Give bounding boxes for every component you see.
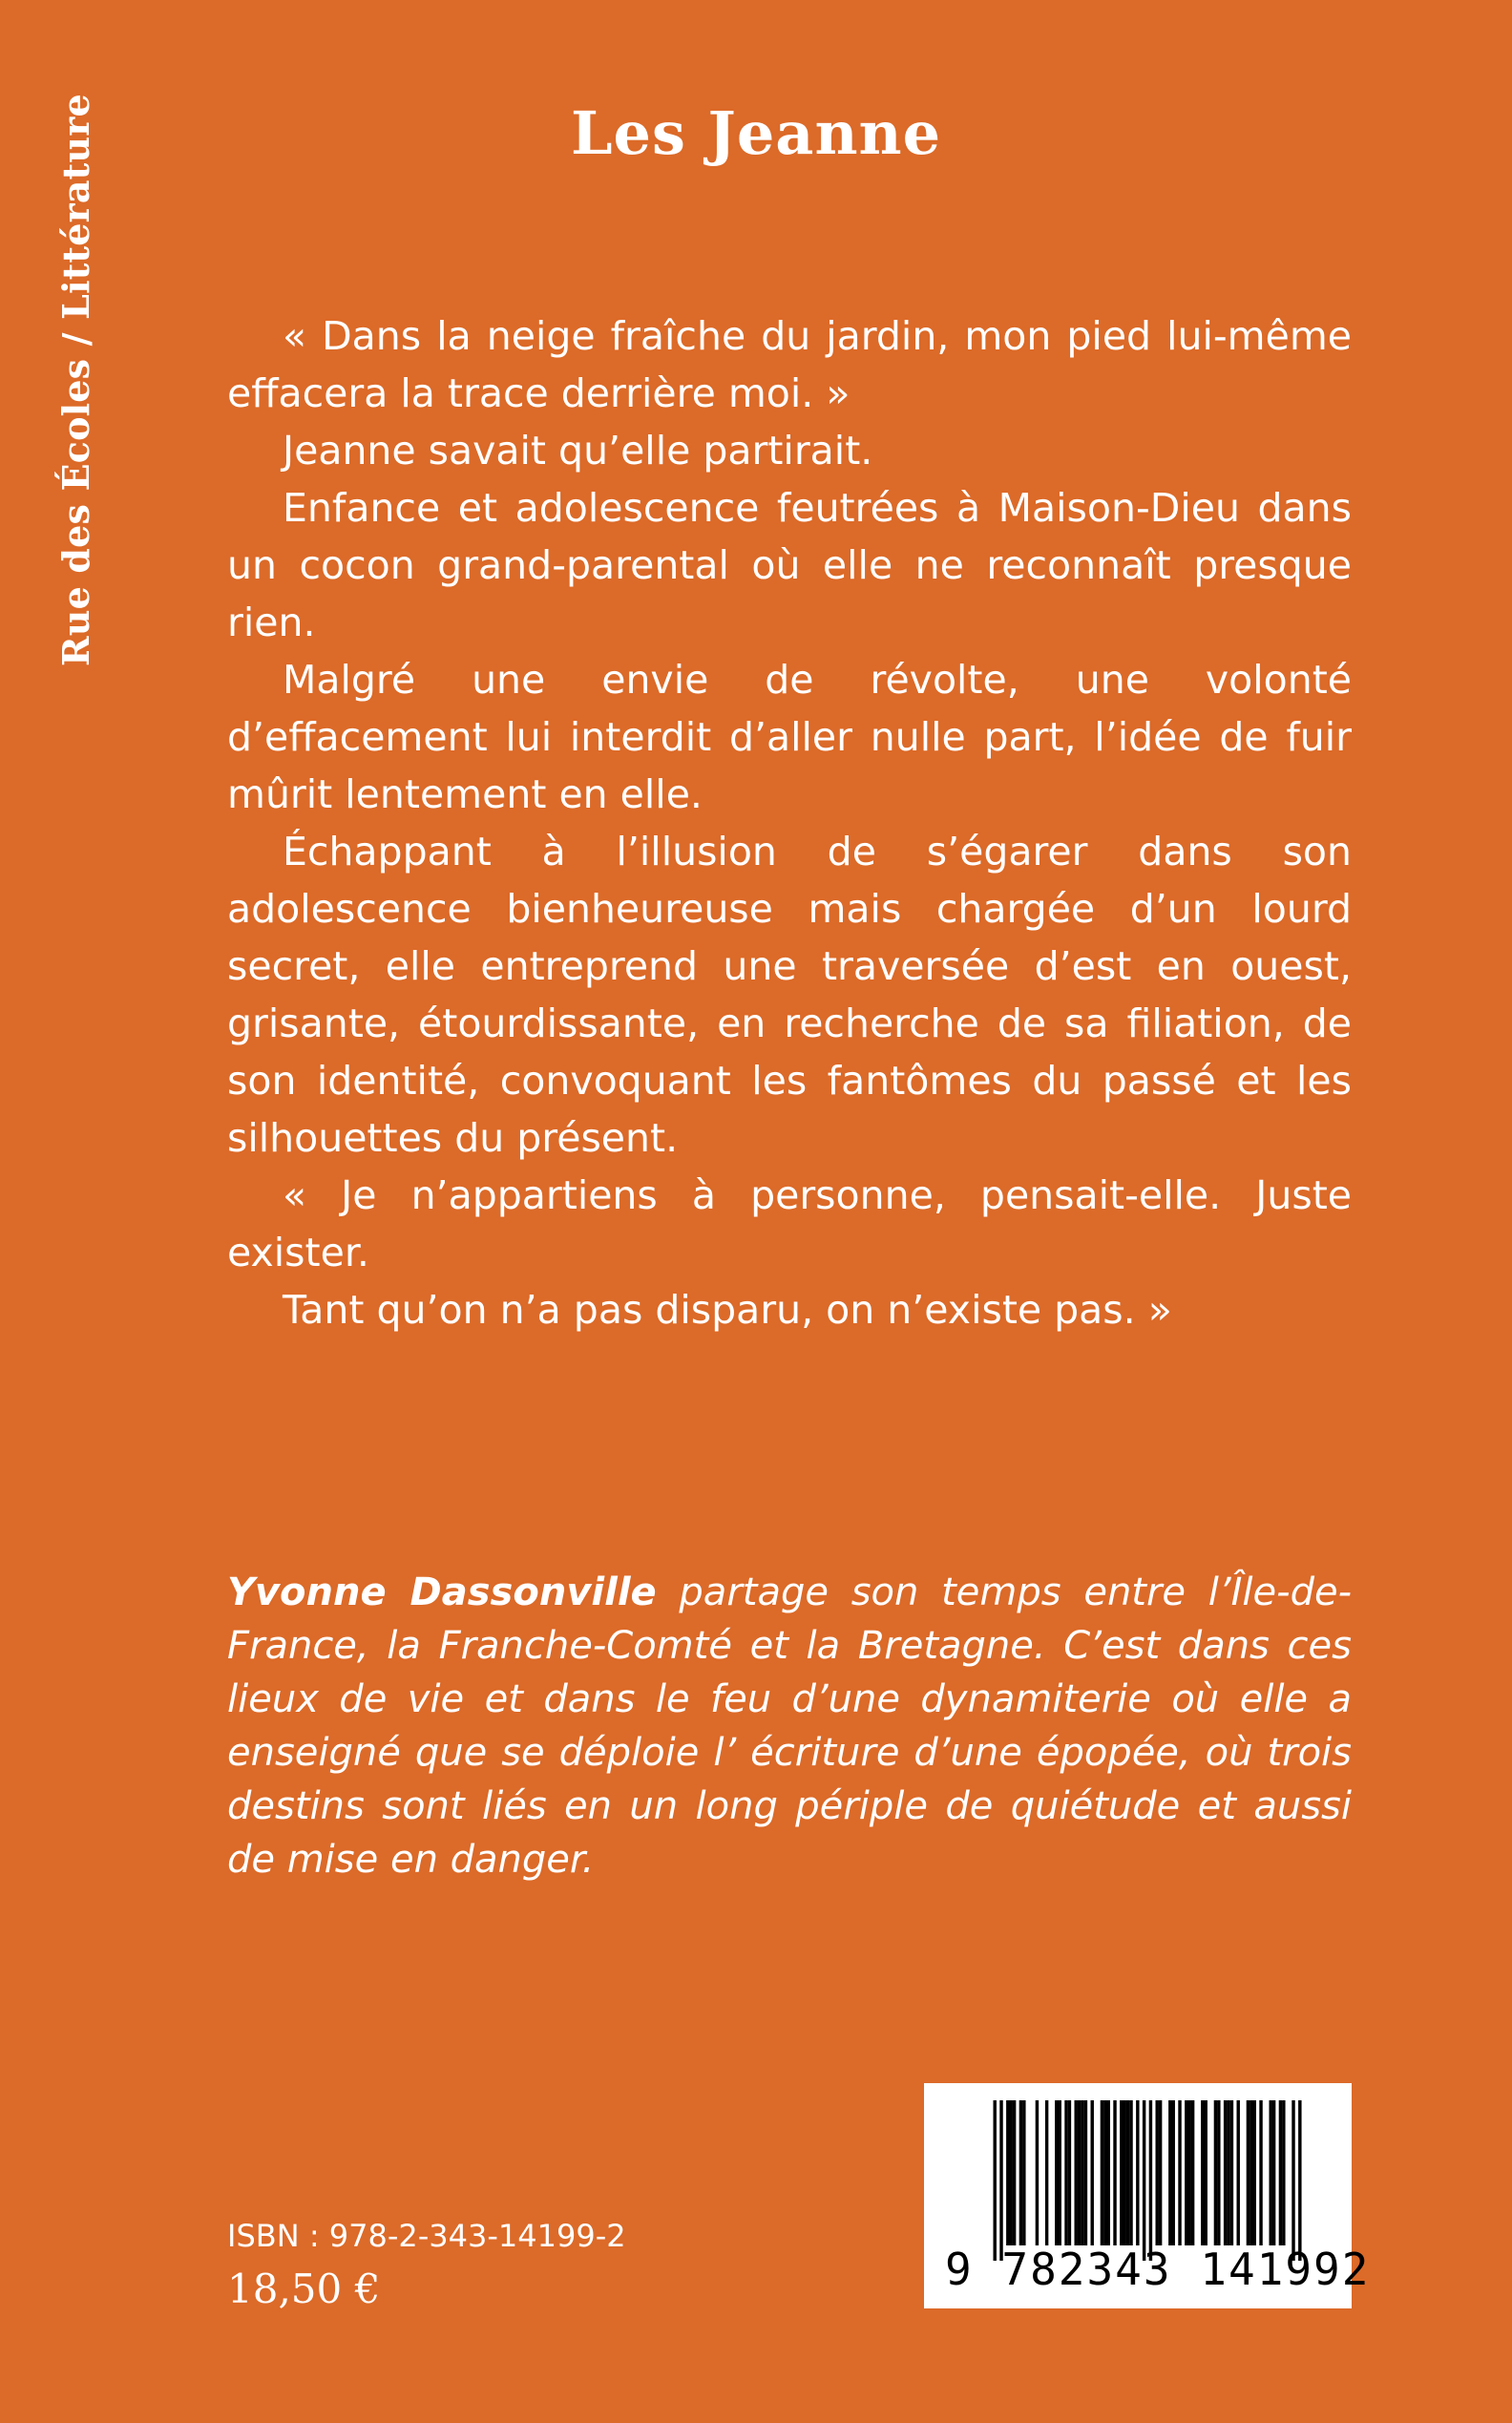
- barcode-bar: [1055, 2100, 1058, 2245]
- barcode-bar: [1022, 2100, 1025, 2245]
- barcode-bar: [1253, 2100, 1256, 2245]
- summary-paragraph: Jeanne savait qu’elle partirait.: [283, 428, 873, 474]
- barcode-bar: [999, 2100, 1002, 2261]
- barcode-bar: [1282, 2100, 1285, 2245]
- summary-paragraph: « Je n’appartiens à personne, pensait-elle. Juste exister.: [227, 1172, 1352, 1275]
- barcode-bar: [1036, 2100, 1039, 2245]
- author-bio: [227, 1566, 1352, 1886]
- price: 18,50 €: [227, 2265, 381, 2312]
- barcode-bar: [1136, 2100, 1139, 2245]
- barcode-bar: [1227, 2100, 1229, 2245]
- barcode-bar: [994, 2100, 997, 2261]
- barcode-bar: [1019, 2100, 1022, 2245]
- barcode-bar: [1124, 2100, 1126, 2245]
- barcode-bar: [1247, 2100, 1250, 2245]
- barcode-bar: [1205, 2100, 1208, 2245]
- barcode-bar: [1224, 2100, 1227, 2245]
- barcode-bar: [1120, 2100, 1123, 2245]
- barcode-bar: [1107, 2100, 1110, 2245]
- barcode-bar: [1172, 2100, 1175, 2245]
- barcode: [924, 2083, 1371, 2308]
- barcode-bar: [1101, 2100, 1103, 2245]
- barcode-bar: [1188, 2100, 1191, 2245]
- barcode-bar: [1064, 2100, 1067, 2245]
- barcode-bar: [1237, 2100, 1240, 2245]
- summary-paragraph: Tant qu’on n’a pas disparu, on n’existe pas. »: [283, 1287, 1172, 1333]
- barcode-bar: [1078, 2100, 1081, 2245]
- barcode-bar: [1201, 2100, 1204, 2245]
- barcode-bar: [1214, 2100, 1217, 2245]
- barcode-bar: [1230, 2100, 1233, 2245]
- barcode-number: 9 782343 141992: [945, 2244, 1371, 2295]
- barcode-bar: [1113, 2100, 1116, 2245]
- author-name: Yvonne Dassonville: [227, 1570, 657, 1614]
- barcode-bar: [1006, 2100, 1009, 2245]
- summary-paragraph: Échappant à l’illusion de s’égarer dans son adolescence bienheureuse mais chargée d’un lourd secret, elle entreprend une traversée d’est en ouest, grisante, étourdissante, en recherche de sa filiation, de son identité, convoquant les fantômes du passé et les silhouettes du présent.: [227, 829, 1352, 1161]
- summary-paragraph: Malgré une envie de révolte, une volonté d’effacement lui interdit d’aller nulle part, l’idée de fuir mûrit lentement en elle.: [227, 657, 1352, 817]
- barcode-bar: [1103, 2100, 1106, 2245]
- barcode-bar: [1292, 2100, 1294, 2261]
- summary-paragraph: « Dans la neige fraîche du jardin, mon pied lui-même effacera la trace derrière moi. »: [227, 313, 1352, 416]
- barcode-bar: [1168, 2100, 1171, 2245]
- barcode-bar: [1084, 2100, 1087, 2245]
- book-summary: [227, 307, 1352, 1338]
- barcode-bar: [1185, 2100, 1187, 2245]
- barcode-bar: [1010, 2100, 1013, 2245]
- barcode-bar: [1279, 2100, 1282, 2245]
- barcode-bar: [1013, 2100, 1016, 2245]
- barcode-bar: [1217, 2100, 1220, 2245]
- barcode-bar: [1143, 2100, 1145, 2261]
- barcode-bar: [1178, 2100, 1181, 2245]
- barcode-bar: [1159, 2100, 1162, 2245]
- barcode-bar: [1068, 2100, 1071, 2245]
- barcode-bar: [1259, 2100, 1262, 2245]
- isbn: ISBN : 978-2-343-14199-2: [227, 2218, 626, 2254]
- barcode-bar: [1156, 2100, 1159, 2245]
- barcode-bar: [1272, 2100, 1275, 2245]
- barcode-bar: [1250, 2100, 1252, 2245]
- author-bio-text: partage son temps entre l’Île-de-France, la Franche-Comté et la Bretagne. C’est dans ces lieux de vie et dans le feu d’une dynamiterie où elle a enseigné que se déploie l’ écriture d’une épopée, où trois destins sont liés en un long périple de quiétude et aussi de mise en danger.: [227, 1570, 1352, 1882]
- barcode-bar: [1149, 2100, 1152, 2261]
- barcode-bar: [1126, 2100, 1129, 2245]
- barcode-bar: [1298, 2100, 1301, 2261]
- summary-paragraph: Enfance et adolescence feutrées à Maison-Dieu dans un cocon grand-parental où elle ne reconnaît presque rien.: [227, 485, 1352, 645]
- barcode-bar: [1191, 2100, 1194, 2245]
- book-title: Les Jeanne: [570, 98, 942, 168]
- barcode-bar: [1129, 2100, 1132, 2245]
- barcode-bar: [1045, 2100, 1048, 2245]
- barcode-bar: [1081, 2100, 1083, 2245]
- barcode-bar: [1091, 2100, 1094, 2245]
- series-label: Rue des Écoles / Littérature: [54, 94, 97, 666]
- barcode-bar: [1059, 2100, 1061, 2245]
- barcode-bar: [1270, 2100, 1272, 2245]
- barcode-bar: [1075, 2100, 1078, 2245]
